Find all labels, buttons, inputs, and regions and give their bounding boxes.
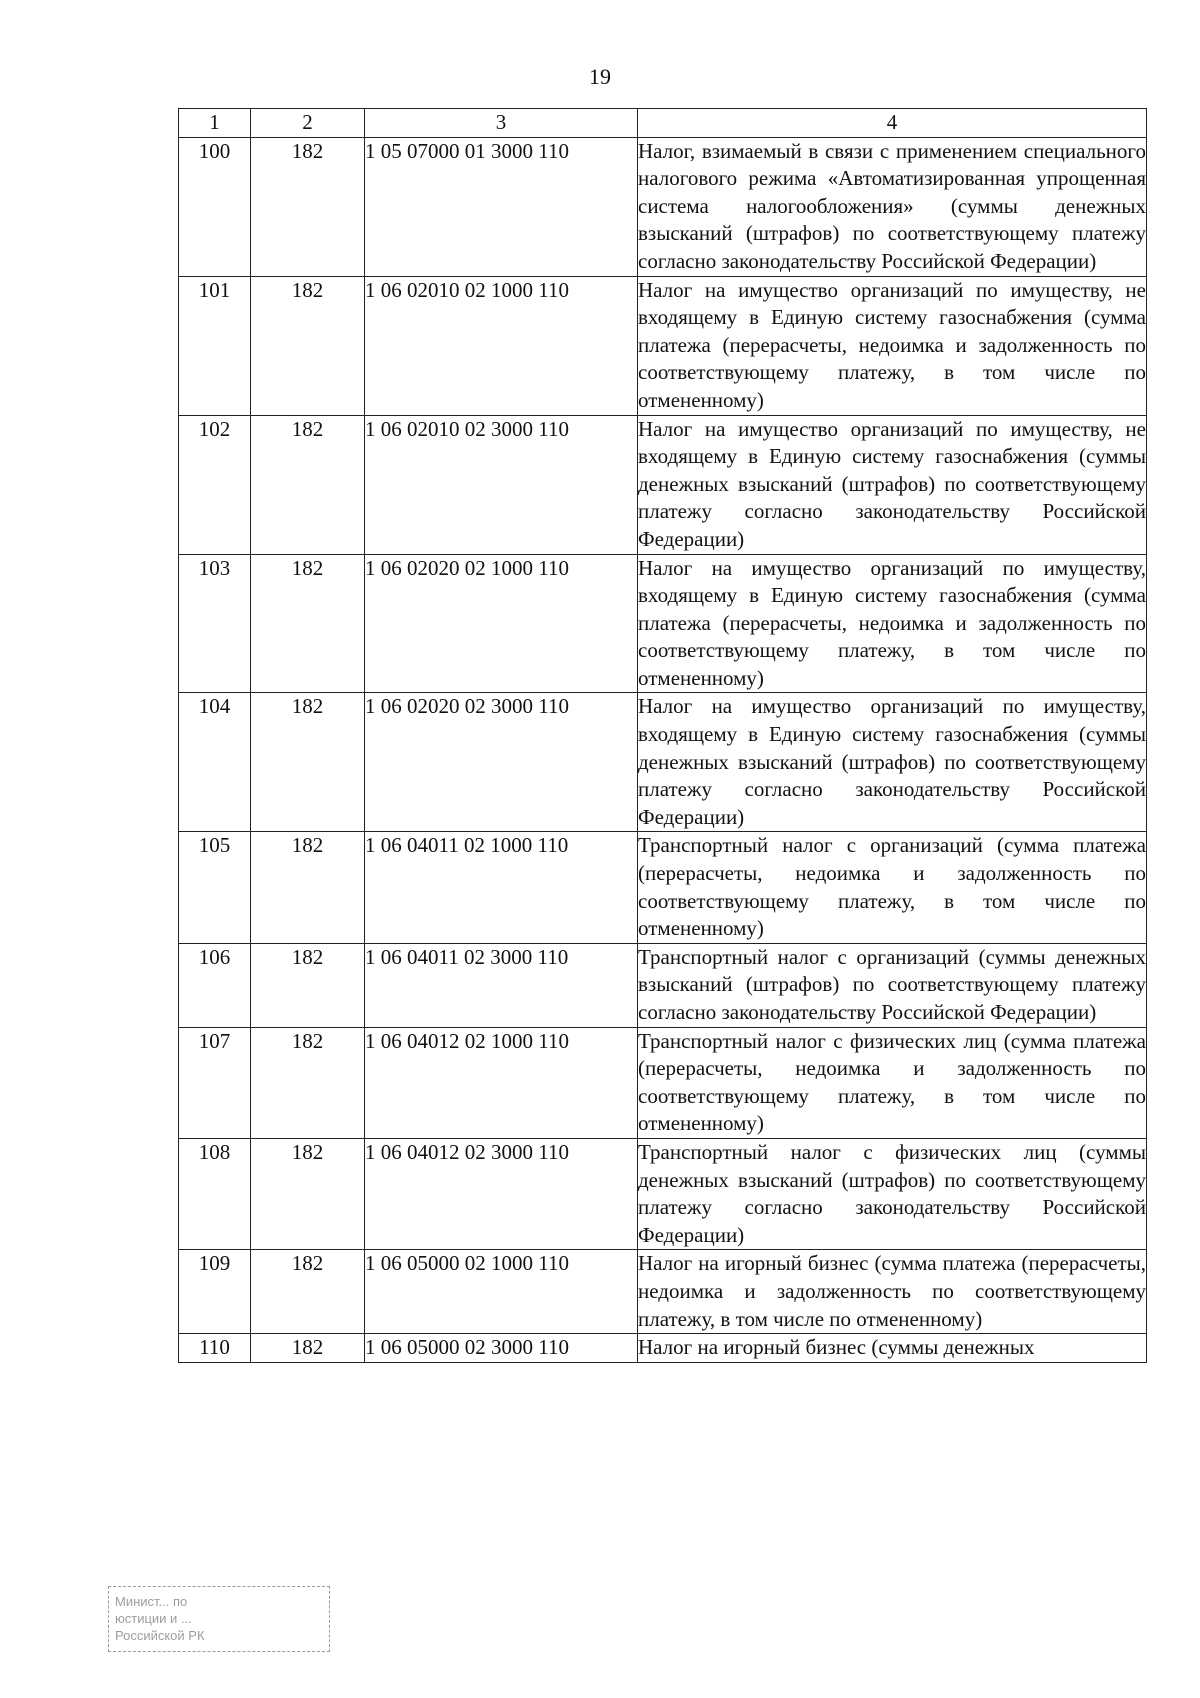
row-number: 103 <box>179 554 251 693</box>
admin-code: 182 <box>251 137 365 276</box>
ministry-stamp <box>108 1586 330 1652</box>
admin-code: 182 <box>251 554 365 693</box>
header-col-4: 4 <box>638 109 1147 138</box>
page-number: 19 <box>589 64 611 89</box>
budget-code: 1 06 04011 02 3000 110 <box>365 943 638 1027</box>
table-row <box>179 415 1147 554</box>
table-row <box>179 276 1147 415</box>
stamp-line: Российской РК <box>115 1628 205 1643</box>
table-row <box>179 1027 1147 1138</box>
row-number: 101 <box>179 276 251 415</box>
stamp-line: юстиции и ... <box>115 1611 192 1626</box>
revenue-description: Транспортный налог с физических лиц (суммы денежных взысканий (штрафов) по соответствующему платежу согласно законодательству Российской Федерации) <box>638 1138 1147 1249</box>
revenue-description: Транспортный налог с физических лиц (сумма платежа (перерасчеты, недоимка и задолженность по соответствующему платежу, в том числе по отмененному) <box>638 1027 1147 1138</box>
admin-code: 182 <box>251 1250 365 1334</box>
row-number: 100 <box>179 137 251 276</box>
admin-code: 182 <box>251 832 365 943</box>
admin-code: 182 <box>251 693 365 832</box>
revenue-description: Налог на имущество организаций по имуществу, входящему в Единую систему газоснабжения (суммы денежных взысканий (штрафов) по соответствующему платежу согласно законодательству Российской Федерации) <box>638 693 1147 832</box>
table-header-row <box>179 109 1147 138</box>
row-number: 109 <box>179 1250 251 1334</box>
budget-code: 1 06 04012 02 3000 110 <box>365 1138 638 1249</box>
row-number: 107 <box>179 1027 251 1138</box>
revenue-description: Транспортный налог с организаций (сумма платежа (перерасчеты, недоимка и задолженность по соответствующему платежу, в том числе по отмененному) <box>638 832 1147 943</box>
stamp-line: Минист... по <box>115 1594 188 1609</box>
table-row <box>179 137 1147 276</box>
row-number: 105 <box>179 832 251 943</box>
table-row <box>179 943 1147 1027</box>
admin-code: 182 <box>251 943 365 1027</box>
table-row <box>179 1250 1147 1334</box>
table-row <box>179 693 1147 832</box>
revenue-description: Налог на имущество организаций по имуществу, входящему в Единую систему газоснабжения (сумма платежа (перерасчеты, недоимка и задолженность по соответствующему платежу, в том числе по отмененному) <box>638 554 1147 693</box>
admin-code: 182 <box>251 415 365 554</box>
revenue-description: Налог на имущество организаций по имуществу, не входящему в Единую систему газоснабжения (суммы денежных взысканий (штрафов) по соответствующему платежу согласно законодательству Российской Федерации) <box>638 415 1147 554</box>
row-number: 110 <box>179 1334 251 1363</box>
budget-code: 1 06 05000 02 1000 110 <box>365 1250 638 1334</box>
budget-code: 1 06 04011 02 1000 110 <box>365 832 638 943</box>
budget-code: 1 06 05000 02 3000 110 <box>365 1334 638 1363</box>
table-row <box>179 832 1147 943</box>
admin-code: 182 <box>251 1138 365 1249</box>
table-row <box>179 1138 1147 1249</box>
budget-code: 1 06 02020 02 1000 110 <box>365 554 638 693</box>
budget-code: 1 06 02010 02 1000 110 <box>365 276 638 415</box>
budget-code: 1 05 07000 01 3000 110 <box>365 137 638 276</box>
revenue-description: Транспортный налог с организаций (суммы денежных взысканий (штрафов) по соответствующему платежу согласно законодательству Российской Федерации) <box>638 943 1147 1027</box>
budget-code: 1 06 02020 02 3000 110 <box>365 693 638 832</box>
header-col-1: 1 <box>179 109 251 138</box>
revenue-description: Налог на игорный бизнес (сумма платежа (перерасчеты, недоимка и задолженность по соответствующему платежу, в том числе по отмененному) <box>638 1250 1147 1334</box>
admin-code: 182 <box>251 1027 365 1138</box>
revenue-codes-table <box>178 108 1147 1363</box>
admin-code: 182 <box>251 1334 365 1363</box>
row-number: 108 <box>179 1138 251 1249</box>
row-number: 104 <box>179 693 251 832</box>
header-col-3: 3 <box>365 109 638 138</box>
revenue-description: Налог, взимаемый в связи с применением специального налогового режима «Автоматизированная упрощенная система налогообложения» (суммы денежных взысканий (штрафов) по соответствующему платежу согласно законодательству Российской Федерации) <box>638 137 1147 276</box>
header-col-2: 2 <box>251 109 365 138</box>
revenue-description: Налог на имущество организаций по имуществу, не входящему в Единую систему газоснабжения (сумма платежа (перерасчеты, недоимка и задолженность по соответствующему платежу, в том числе по отмененному) <box>638 276 1147 415</box>
admin-code: 182 <box>251 276 365 415</box>
row-number: 106 <box>179 943 251 1027</box>
table-row <box>179 1334 1147 1363</box>
row-number: 102 <box>179 415 251 554</box>
revenue-description: Налог на игорный бизнес (суммы денежных <box>638 1334 1147 1363</box>
table-row <box>179 554 1147 693</box>
budget-code: 1 06 02010 02 3000 110 <box>365 415 638 554</box>
budget-code: 1 06 04012 02 1000 110 <box>365 1027 638 1138</box>
